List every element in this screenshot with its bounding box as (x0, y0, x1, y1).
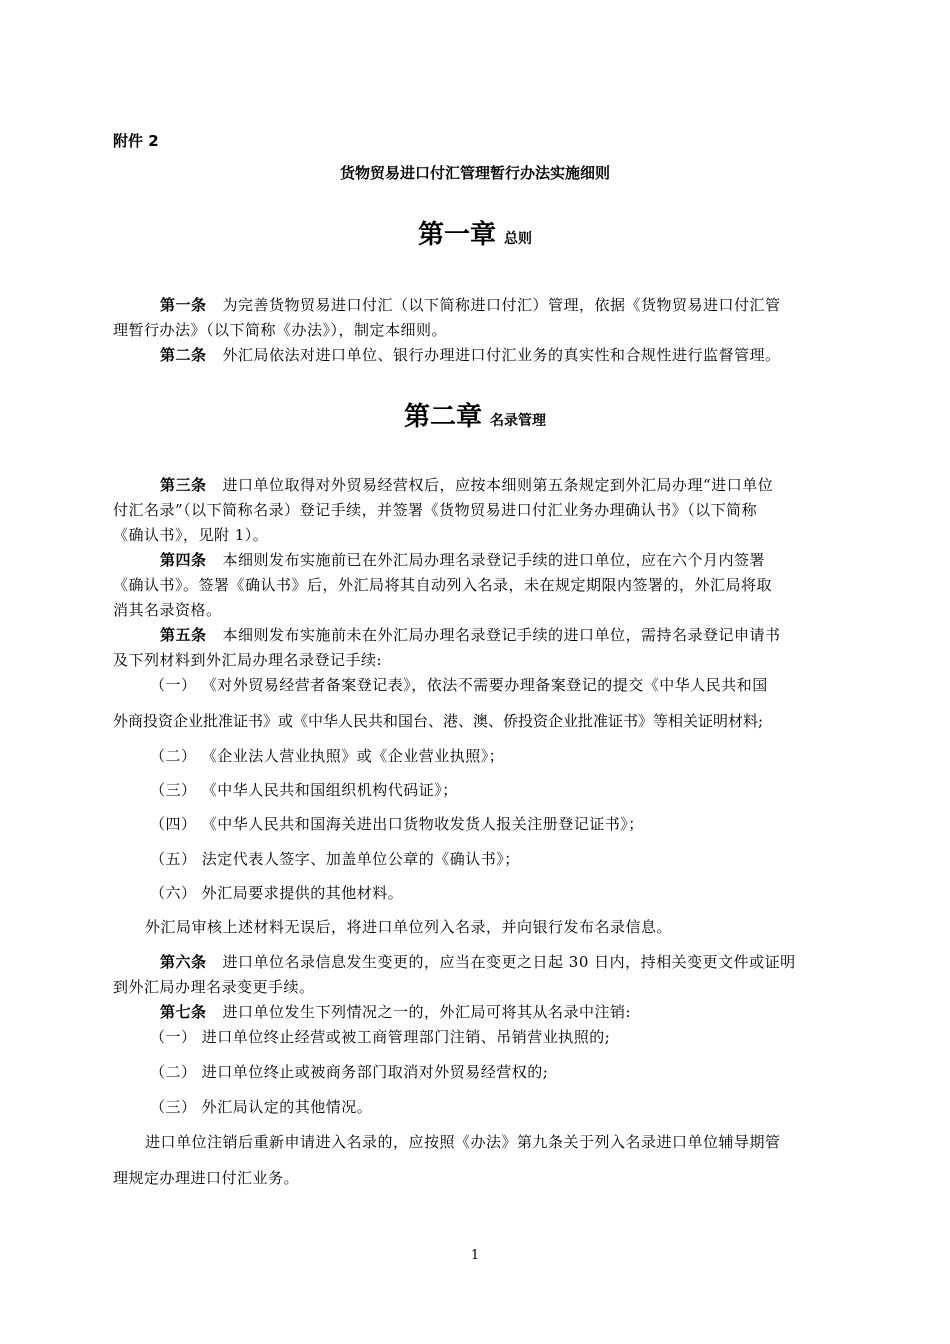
article-7-closing-line-2: 理规定办理进口付汇业务。 (113, 1169, 300, 1187)
article-4-line-3: 消其名录资格。 (113, 601, 222, 619)
article-6-label: 第六条 (160, 953, 207, 971)
article-6 (160, 951, 796, 972)
chapter-2-heading (0, 396, 950, 433)
article-5-label: 第五条 (160, 626, 207, 644)
page-number: 1 (470, 1248, 480, 1263)
chapter-1-heading (0, 214, 950, 251)
article-5-item-5: （五） 法定代表人签字、加盖单位公章的《确认书》； (150, 850, 520, 868)
article-7-item-3: （三） 外汇局认定的其他情况。 (150, 1098, 373, 1116)
article-3-line-1: 进口单位取得对外贸易经营权后，应按本细则第五条规定到外汇局办理“进口单位 (222, 476, 774, 494)
article-5-item-6: （六） 外汇局要求提供的其他材料。 (150, 884, 404, 902)
article-7-label: 第七条 (160, 1003, 207, 1021)
article-1-line-2: 理暂行办法》（以下简称《办法》），制定本细则。 (113, 321, 448, 339)
article-5-item-3: （三） 《中华人民共和国组织机构代码证》； (150, 781, 458, 799)
article-2-label: 第二条 (160, 346, 207, 364)
article-5-item-4: （四） 《中华人民共和国海关进出口货物收发货人报关注册登记证书》； (150, 815, 644, 833)
chapter-1-number: 第一章 (417, 220, 496, 250)
article-3-label: 第三条 (160, 476, 207, 494)
document-title: 货物贸易进口付汇管理暂行办法实施细则 (339, 164, 610, 182)
attachment-label: 附件 2 (113, 132, 159, 150)
chapter-2-title: 名录管理 (490, 413, 546, 429)
chapter-2-number: 第二章 (403, 402, 482, 432)
article-2 (160, 344, 781, 365)
article-2-line-1: 外汇局依法对进口单位、银行办理进口付汇业务的真实性和合规性进行监督管理。 (222, 346, 781, 364)
chapter-1-title: 总则 (504, 231, 532, 247)
article-5-closing: 外汇局审核上述材料无误后，将进口单位列入名录，并向银行发布名录信息。 (145, 918, 673, 936)
article-6-line-2: 到外汇局办理名录变更手续。 (113, 978, 315, 996)
article-5-item-1-line-1: （一） 《对外贸易经营者备案登记表》，依法不需要办理备案登记的提交《中华人民共和国 (150, 676, 768, 694)
article-1 (160, 294, 781, 315)
article-7 (160, 1001, 631, 1022)
article-4-label: 第四条 (160, 551, 207, 569)
article-1-line-1: 为完善货物贸易进口付汇（以下简称进口付汇）管理，依据《货物贸易进口付汇管 (222, 296, 781, 314)
article-4 (160, 549, 765, 570)
article-5-item-2: （二） 《企业法人营业执照》或《企业营业执照》； (150, 747, 505, 765)
article-3 (160, 474, 773, 495)
article-6-line-1: 进口单位名录信息发生变更的，应当在变更之日起 30 日内，持相关变更文件或证明 (222, 953, 796, 971)
article-5 (160, 624, 781, 645)
article-3-line-2: 付汇名录”（以下简称名录）登记手续，并签署《货物贸易进口付汇业务办理确认书》（以下简称 (113, 501, 758, 519)
article-1-label: 第一条 (160, 296, 207, 314)
article-4-line-1: 本细则发布实施前已在外汇局办理名录登记手续的进口单位，应在六个月内签署 (222, 551, 766, 569)
article-3-line-3: 《确认书》，见附 1）。 (113, 526, 269, 544)
article-5-line-1: 本细则发布实施前未在外汇局办理名录登记手续的进口单位，需持名录登记申请书 (222, 626, 781, 644)
article-5-item-1-line-2: 外商投资企业批准证书》或《中华人民共和国台、港、澳、侨投资企业批准证书》等相关证明材料; (113, 712, 764, 730)
article-5-line-2: 及下列材料到外汇局办理名录登记手续: (113, 651, 383, 669)
article-7-item-1: （一） 进口单位终止经营或被工商管理部门注销、吊销营业执照的; (150, 1028, 611, 1046)
article-7-item-2: （二） 进口单位终止或被商务部门取消对外贸易经营权的; (150, 1063, 549, 1081)
article-7-closing-line-1: 进口单位注销后重新申请进入名录的，应按照《办法》第九条关于列入名录进口单位辅导期管 (145, 1133, 781, 1151)
article-7-line-1: 进口单位发生下列情况之一的，外汇局可将其从名录中注销: (222, 1003, 632, 1021)
article-4-line-2: 《确认书》。签署《确认书》后，外汇局将其自动列入名录，未在规定期限内签署的，外汇局将取 (113, 576, 773, 594)
